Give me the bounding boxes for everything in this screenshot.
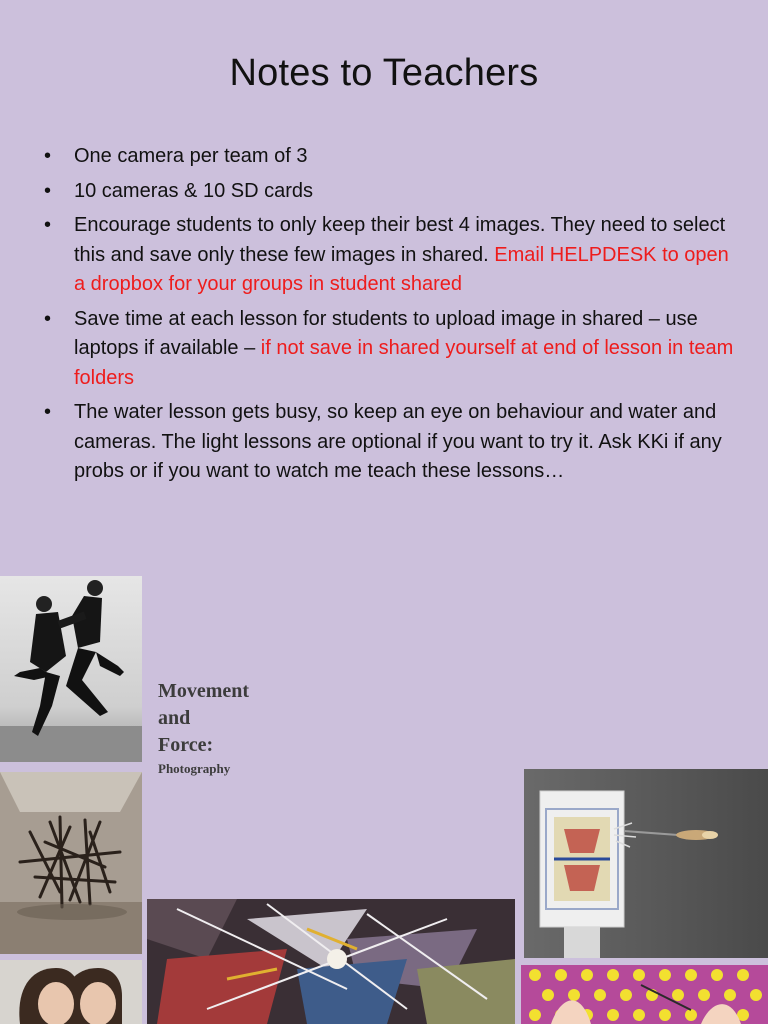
bullet-text: 10 cameras & 10 SD cards — [74, 179, 313, 202]
caption — [158, 678, 249, 777]
bullet-item — [44, 305, 734, 394]
faces-photo — [0, 960, 142, 1024]
bullet-item — [44, 398, 734, 487]
bullet-text: Encourage students to only keep their best 4 images. They need to select this and save only these few images in shared. — [74, 214, 726, 266]
bullet-text: Save time at each lesson for students to upload image in shared – use laptops if available – — [74, 307, 698, 359]
installation-photo — [0, 772, 142, 954]
caption-line: Force: — [158, 734, 214, 756]
pop-art-photo — [521, 965, 768, 1024]
bullet-highlight-text: if not save in shared yourself at end of lesson in team folders — [74, 337, 734, 389]
caption-line: and — [158, 707, 191, 729]
slide-title: Notes to Teachers — [229, 52, 539, 94]
bullet-item — [44, 177, 734, 207]
jumping-men-photo — [0, 576, 142, 762]
caption-subtitle: Photography — [158, 761, 231, 776]
bullet-item — [44, 211, 734, 300]
bullet-text: The water lesson gets busy, so keep an eye on behaviour and water and cameras. The light lessons are optional if you want to try it. Ask KKi if any probs or if you want to watch me teach these lessons… — [74, 401, 722, 482]
bullet-list — [44, 142, 734, 492]
caption-line: Movement — [158, 680, 250, 702]
abstract-collage-photo — [147, 899, 515, 1024]
bullet-card-photo — [524, 769, 768, 958]
bullet-item — [44, 142, 734, 172]
bullet-text: One camera per team of 3 — [74, 145, 308, 167]
bullet-highlight-text: Email HELPDESK to open a dropbox for your groups in student shared — [74, 243, 729, 295]
